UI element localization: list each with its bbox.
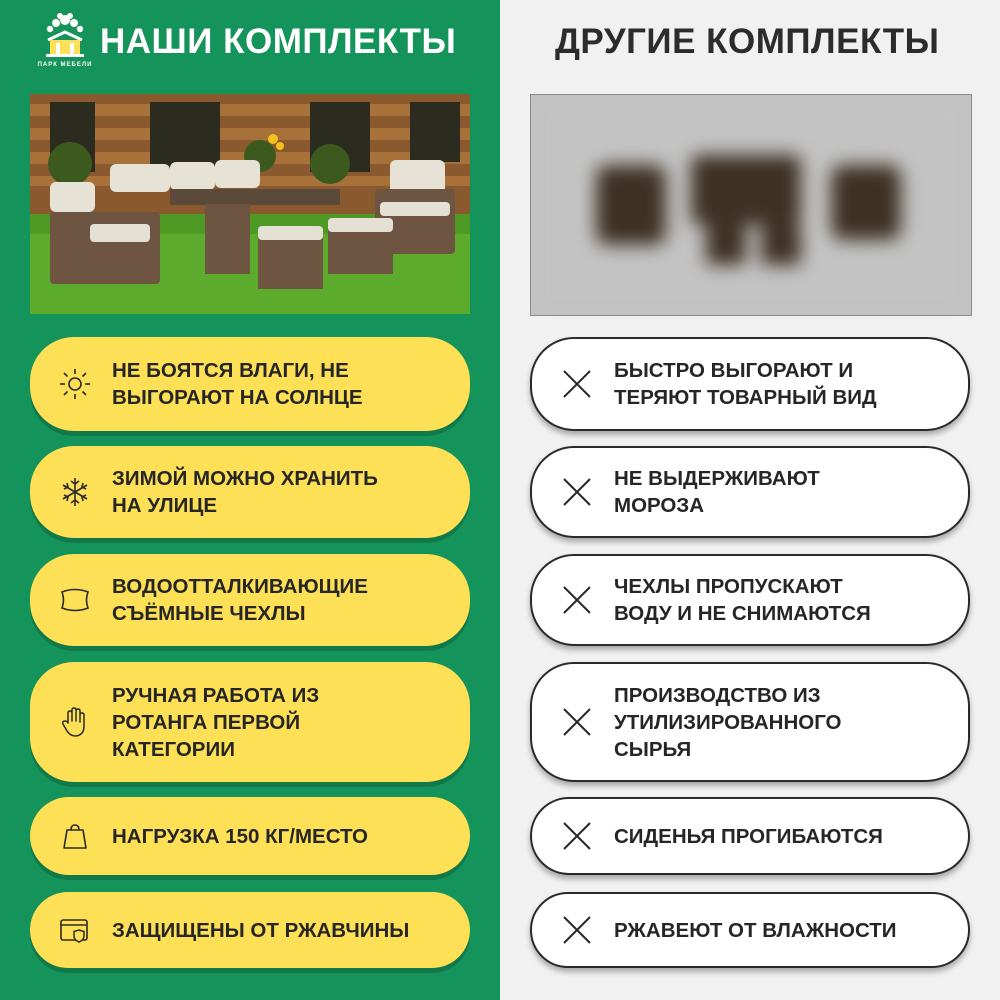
feature-pill-handmade: [30, 662, 470, 782]
drawback-pill-rust: [530, 892, 970, 968]
our-sets-title: НАШИ КОМПЛЕКТЫ: [100, 22, 457, 61]
other-sets-title: ДРУГИЕ КОМПЛЕКТЫ: [555, 22, 940, 61]
drawback-pill-sagging: [530, 797, 970, 875]
cross-icon: [560, 819, 594, 853]
cross-icon: [560, 367, 594, 401]
cross-icon: [560, 583, 594, 617]
sun-icon: [58, 367, 92, 401]
drawback-text: РЖАВЕЮТ ОТ ВЛАЖНОСТИ: [614, 918, 897, 942]
drawback-text: ЧЕХЛЫ ПРОПУСКАЮТ ВОДУ И НЕ СНИМАЮТСЯ: [614, 575, 871, 625]
hand-icon: [58, 705, 92, 739]
feature-text: РУЧНАЯ РАБОТА ИЗ РОТАНГА ПЕРВОЙ КАТЕГОРИИ: [112, 683, 320, 761]
brand-logo-text: ПАРК МЕБЕЛИ: [37, 62, 93, 68]
feature-text: ЗИМОЙ МОЖНО ХРАНИТЬ НА УЛИЦЕ: [112, 467, 378, 517]
feature-pill-covers: [30, 554, 470, 646]
drawback-pill-recycled: [530, 662, 970, 782]
drawback-pill-covers: [530, 554, 970, 646]
feature-pill-winter: [30, 446, 470, 538]
feature-text: НАГРУЗКА 150 КГ/МЕСТО: [112, 824, 368, 848]
feature-text: НЕ БОЯТСЯ ВЛАГИ, НЕ ВЫГОРАЮТ НА СОЛНЦЕ: [112, 359, 363, 409]
shield-card-icon: [58, 913, 92, 947]
feature-pill-load: [30, 797, 470, 875]
weight-icon: [58, 819, 92, 853]
feature-text: ВОДООТТАЛКИВАЮЩИЕ СЪЁМНЫЕ ЧЕХЛЫ: [112, 575, 368, 625]
drawback-text: СИДЕНЬЯ ПРОГИБАЮТСЯ: [614, 824, 883, 848]
drawback-pill-fading: [530, 337, 970, 431]
feature-pill-moisture: [30, 337, 470, 431]
drawback-text: БЫСТРО ВЫГОРАЮТ И ТЕРЯЮТ ТОВАРНЫЙ ВИД: [614, 359, 877, 409]
feature-pill-rust: [30, 892, 470, 968]
pillow-icon: [58, 583, 92, 617]
drawback-text: НЕ ВЫДЕРЖИВАЮТ МОРОЗА: [614, 467, 820, 517]
cross-icon: [560, 705, 594, 739]
cross-icon: [560, 475, 594, 509]
feature-text: ЗАЩИЩЕНЫ ОТ РЖАВЧИНЫ: [112, 918, 410, 942]
snowflake-icon: [58, 475, 92, 509]
drawback-pill-frost: [530, 446, 970, 538]
cross-icon: [560, 913, 594, 947]
other-furniture-blurred-photo: [530, 94, 972, 316]
our-furniture-photo: [30, 94, 470, 314]
drawback-text: ПРОИЗВОДСТВО ИЗ УТИЛИЗИРОВАННОГО СЫРЬЯ: [614, 683, 842, 761]
